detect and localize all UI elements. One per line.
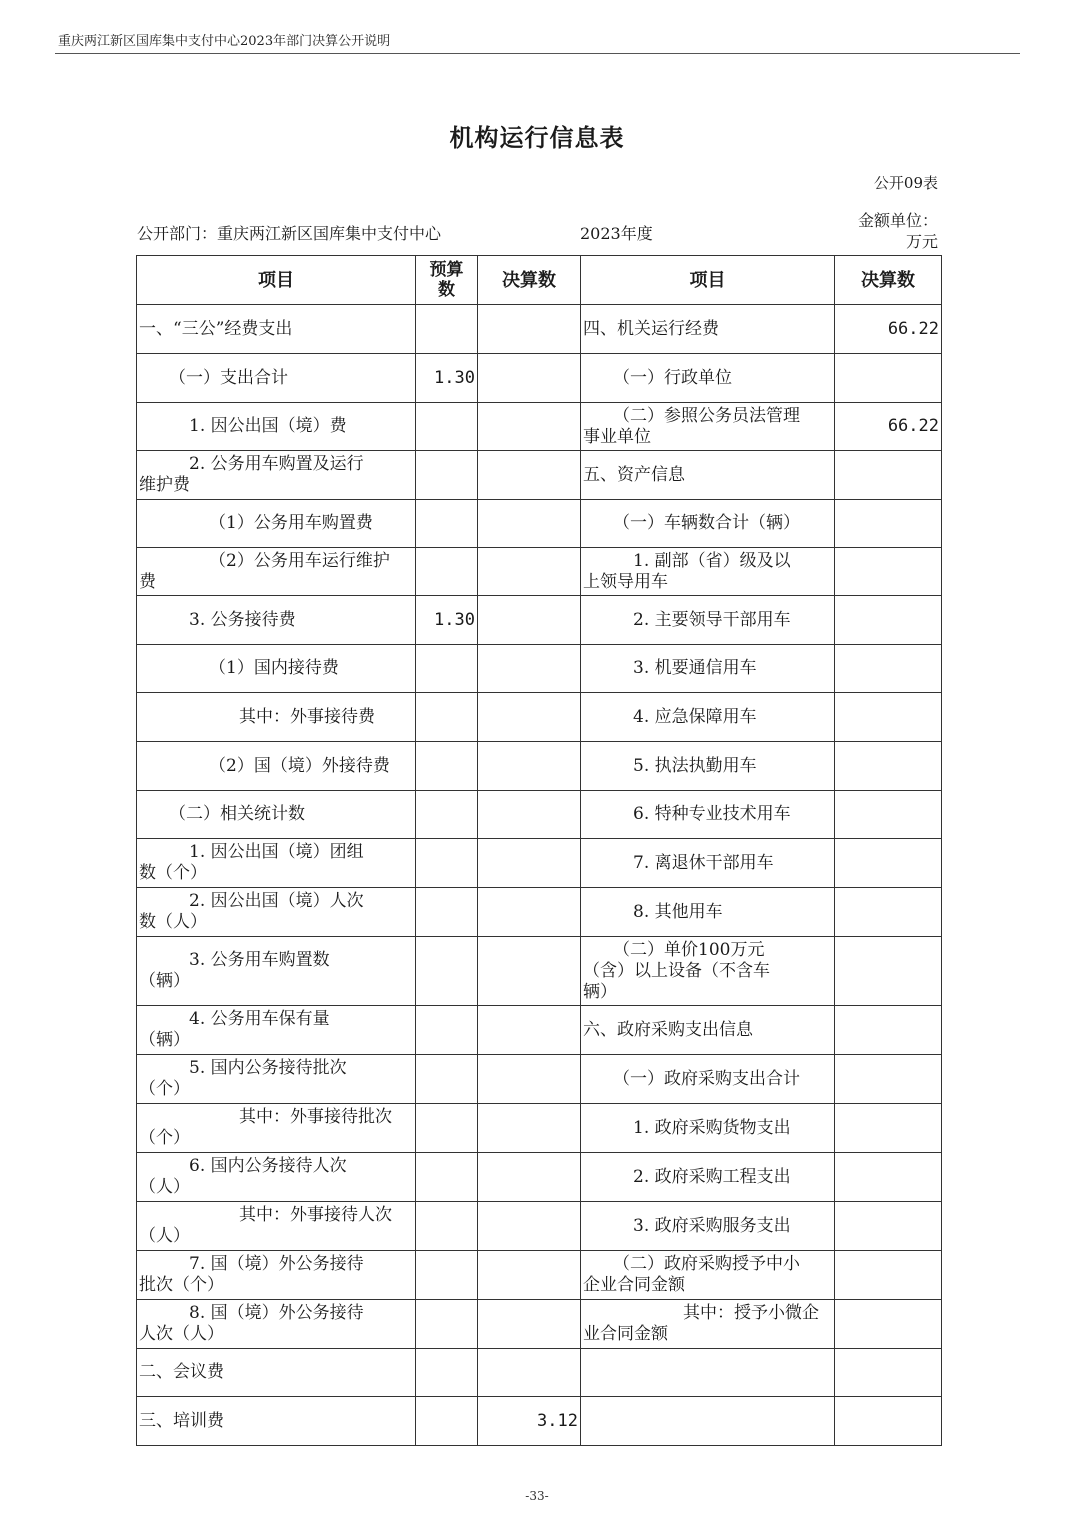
fiscal-year: 2023年度 [580,224,653,243]
line-1: （二）政府采购授予中小 [613,1254,800,1274]
row-item-left [137,888,416,937]
line-1: 7. 国（境）外公务接待 [189,1254,364,1274]
line-1: （1）公务用车购置费 [209,513,373,533]
final-value [478,888,581,937]
row-item-right [581,742,835,791]
col-header-item-right: 项目 [581,256,835,305]
row-item-right [581,1006,835,1055]
budget-value [416,1153,478,1202]
line-2: （辆） [139,971,190,991]
line-2: 费 [139,571,156,592]
table-row [137,937,942,1006]
final-value-right [835,1300,942,1349]
table-row [137,1300,942,1349]
final-value [478,1104,581,1153]
info-table [136,255,942,1446]
budget-value [416,1104,478,1153]
budget-value [416,1055,478,1104]
header-rule [55,53,1020,54]
table-row [137,1055,942,1104]
amount-unit [858,210,938,252]
row-item-left [137,305,416,354]
table-row [137,596,942,645]
line-2: 数（人） [139,912,207,932]
final-value [478,1153,581,1202]
line-1: 2. 公务用车购置及运行 [189,454,364,474]
row-item-right [581,645,835,693]
budget-value [416,1349,478,1397]
line-2: 事业单位 [583,426,651,447]
line-1: 4. 公务用车保有量 [189,1009,330,1029]
line-1: （一）车辆数合计（辆） [613,513,800,533]
line-1: 其中：授予小微企 [683,1303,819,1323]
budget-value [416,791,478,839]
line-2: （个） [139,1128,190,1148]
row-item-right [581,888,835,937]
line-1: （2）国（境）外接待费 [209,755,390,776]
budget-value [416,1006,478,1055]
row-item-left [137,500,416,548]
line-1: 其中：外事接待费 [239,706,375,727]
line-1: 五、资产信息 [583,464,685,485]
row-item-right [581,1349,835,1397]
line-1: 一、“三公”经费支出 [139,318,293,339]
line-1: 5. 执法执勤用车 [633,755,757,776]
final-value-right [835,1202,942,1251]
row-item-right [581,791,835,839]
col-header-budget-l1: 预算 [429,260,464,280]
line-1: 1. 因公出国（境）费 [189,416,347,436]
col-header-budget [416,256,478,305]
final-value [478,305,581,354]
budget-value: 1.30 [416,354,478,403]
budget-value [416,742,478,791]
line-1: （二）相关统计数 [169,804,305,824]
row-item-right [581,693,835,742]
final-value [478,403,581,451]
table-row [137,742,942,791]
row-item-right [581,354,835,403]
line-1: （二）参照公务员法管理 [613,405,800,426]
col-header-final-right: 决算数 [835,256,942,305]
final-value-right [835,500,942,548]
table-row [137,888,942,937]
table-row [137,500,942,548]
row-item-left [137,645,416,693]
line-1: 8. 国（境）外公务接待 [189,1303,364,1323]
final-value [478,548,581,596]
line-2: （辆） [139,1030,190,1050]
budget-value [416,888,478,937]
line-1: 1. 政府采购货物支出 [633,1117,791,1138]
budget-value [416,1300,478,1349]
final-value-right [835,596,942,645]
row-item-left [137,451,416,500]
row-item-left [137,1055,416,1104]
table-row [137,354,942,403]
line-2: 企业合同金额 [583,1275,685,1295]
final-value [478,1202,581,1251]
budget-value [416,1397,478,1446]
table-row [137,1349,942,1397]
table-row [137,839,942,888]
row-item-left [137,693,416,742]
row-item-left [137,403,416,451]
col-header-budget-l2: 数 [438,280,455,300]
row-item-right [581,1153,835,1202]
final-value-right [835,742,942,791]
final-value-right [835,1251,942,1300]
row-item-right [581,500,835,548]
final-value-right [835,888,942,937]
row-item-right [581,1397,835,1446]
row-item-right [581,1251,835,1300]
line-1: 2. 主要领导干部用车 [633,609,791,630]
line-2: 业合同金额 [583,1324,668,1344]
row-item-left [137,596,416,645]
line-1: 6. 特种专业技术用车 [633,804,791,824]
row-item-right [581,1202,835,1251]
final-value-right [835,354,942,403]
line-1: （一）政府采购支出合计 [613,1068,800,1089]
line-1: 三、培训费 [139,1410,224,1431]
row-item-right [581,839,835,888]
budget-value [416,1251,478,1300]
line-1: 5. 国内公务接待批次 [189,1058,347,1078]
amount-unit-label: 金额单位： [857,211,938,230]
final-value-right [835,645,942,693]
line-1: 7. 离退休干部用车 [633,852,774,873]
row-item-left [137,1397,416,1446]
line-1: 2. 因公出国（境）人次 [189,891,364,911]
final-value [478,693,581,742]
final-value-right: 66.22 [835,305,942,354]
col-header-item: 项目 [137,256,416,305]
line-1: 6. 国内公务接待人次 [189,1156,347,1176]
final-value [478,1251,581,1300]
table-row [137,693,942,742]
line-2: 人次（人） [139,1324,224,1344]
row-item-right [581,937,835,1006]
table-row [137,403,942,451]
final-value [478,596,581,645]
final-value-right [835,1006,942,1055]
final-value [478,1300,581,1349]
line-2: 数（个） [139,863,207,883]
row-item-left [137,839,416,888]
table-header-row [137,256,942,305]
budget-value [416,500,478,548]
budget-value [416,693,478,742]
amount-unit-value: 万元 [905,232,938,251]
final-value [478,354,581,403]
table-row [137,1153,942,1202]
line-1: 4. 应急保障用车 [633,706,757,727]
row-item-right [581,596,835,645]
line-1: 六、政府采购支出信息 [583,1019,753,1040]
row-item-left [137,791,416,839]
final-value-right [835,1055,942,1104]
table-row [137,645,942,693]
final-value [478,451,581,500]
line-1: 四、机关运行经费 [583,318,719,339]
table-row [137,548,942,596]
final-value [478,742,581,791]
row-item-left [137,742,416,791]
final-value [478,839,581,888]
budget-value [416,1202,478,1251]
table-row [137,451,942,500]
table-row [137,1397,942,1446]
budget-value [416,839,478,888]
line-1: （二）单价100万元 [613,939,765,960]
table-row [137,1104,942,1153]
table-row [137,305,942,354]
line-1: 1. 因公出国（境）团组 [189,842,364,862]
final-value-right [835,693,942,742]
final-value-right [835,1153,942,1202]
line-1: 其中：外事接待批次 [239,1107,392,1127]
table-row [137,1006,942,1055]
row-item-right [581,1055,835,1104]
final-value-right [835,839,942,888]
final-value [478,937,581,1006]
line-1: 3. 政府采购服务支出 [633,1215,791,1236]
row-item-left [137,1251,416,1300]
line-1: （2）公务用车运行维护 [209,550,390,571]
page-number: -33- [525,1489,549,1503]
final-value-right [835,1104,942,1153]
row-item-right [581,305,835,354]
final-value-right [835,791,942,839]
final-value-right [835,548,942,596]
line-1: 二、会议费 [139,1362,224,1382]
line-2: （人） [139,1177,190,1197]
row-item-left [137,354,416,403]
row-item-right [581,1104,835,1153]
budget-value [416,403,478,451]
line-1: 3. 公务接待费 [189,609,296,630]
row-item-left [137,1006,416,1055]
line-2: 上领导用车 [583,571,668,592]
row-item-right [581,451,835,500]
row-item-left [137,937,416,1006]
row-item-left [137,1300,416,1349]
final-value [478,1349,581,1397]
final-value-right [835,1349,942,1397]
line-1: 3. 机要通信用车 [633,658,757,678]
budget-value: 1.30 [416,596,478,645]
budget-value [416,305,478,354]
line-3: 辆） [583,981,617,1002]
running-header: 重庆两江新区国库集中支付中心2023年部门决算公开说明 [58,34,391,49]
table-row [137,1251,942,1300]
row-item-left [137,1202,416,1251]
final-value-right [835,1397,942,1446]
row-item-left [137,1104,416,1153]
budget-value [416,451,478,500]
line-1: （一）行政单位 [613,367,732,388]
row-item-right [581,403,835,451]
budget-value [416,937,478,1006]
final-value [478,1055,581,1104]
final-value-right: 66.22 [835,403,942,451]
row-item-left [137,548,416,596]
row-item-left [137,1153,416,1202]
table-row [137,1202,942,1251]
department-label: 公开部门：重庆两江新区国库集中支付中心 [137,224,442,243]
final-value-right [835,451,942,500]
line-1: 其中：外事接待人次 [239,1205,392,1225]
row-item-right [581,548,835,596]
line-2: 批次（个） [139,1275,224,1295]
line-1: （1）国内接待费 [209,658,339,678]
form-number: 公开09表 [873,174,938,192]
final-value: 3.12 [478,1397,581,1446]
col-header-final: 决算数 [478,256,581,305]
final-value [478,791,581,839]
line-1: 1. 副部（省）级及以 [633,550,791,571]
table-row [137,791,942,839]
row-item-right [581,1300,835,1349]
line-2: 维护费 [139,475,190,495]
final-value-right [835,937,942,1006]
final-value [478,500,581,548]
page-title: 机构运行信息表 [449,123,625,152]
line-1: 8. 其他用车 [633,901,723,922]
line-2: （含）以上设备（不含车 [583,960,770,981]
line-1: 2. 政府采购工程支出 [633,1166,791,1187]
budget-value [416,548,478,596]
final-value [478,645,581,693]
row-item-left [137,1349,416,1397]
final-value [478,1006,581,1055]
line-2: （人） [139,1226,190,1246]
line-2: （个） [139,1079,190,1099]
line-1: 3. 公务用车购置数 [189,950,330,970]
budget-value [416,645,478,693]
line-1: （一）支出合计 [169,367,288,388]
